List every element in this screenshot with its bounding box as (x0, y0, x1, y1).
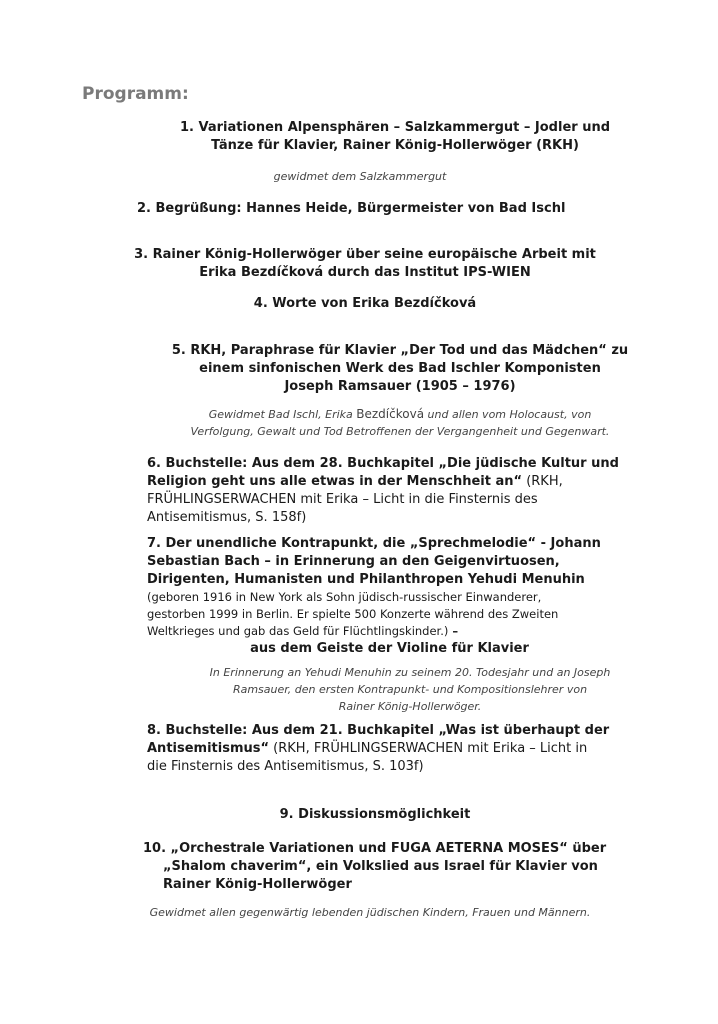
program-item-9: 9. Diskussionsmöglichkeit (279, 807, 471, 822)
item-7-line-2: Sebastian Bach – in Erinnerung an den Geigenvirtuosen, (147, 554, 560, 569)
item-8-line-2: Antisemitismus“ (RKH, FRÜHLINGSERWACHEN mit Erika – Licht in (147, 741, 588, 756)
program-item-6 (147, 455, 667, 527)
program-item-1 (130, 119, 660, 155)
item-6-line-3: FRÜHLINGSERWACHEN mit Erika – Licht in die Finsternis des (147, 492, 538, 507)
item-7-line-7: aus dem Geiste der Violine für Klavier (250, 641, 529, 656)
item-10-line-1: 10. „Orchestrale Variationen und FUGA AETERNA MOSES“ über (143, 841, 607, 856)
item-5-line-3: Joseph Ramsauer (1905 – 1976) (284, 379, 516, 394)
bezdickova-name: Bezdíčková (356, 407, 425, 421)
dedication-5 (110, 406, 690, 440)
item-10-line-3: Rainer König-Hollerwöger (163, 877, 352, 892)
dedication-5-line-1: Gewidmet Bad Ischl, Erika Bezdíčková und allen vom Holocaust, von (208, 407, 592, 421)
program-heading: Programm: (82, 84, 189, 104)
program-item-8 (147, 722, 667, 776)
item-10-line-2: „Shalom chaverim“, ein Volkslied aus Israel für Klavier von (163, 859, 598, 874)
program-item-4: 4. Worte von Erika Bezdíčková (253, 296, 477, 311)
dedication-10: Gewidmet allen gegenwärtig lebenden jüdischen Kindern, Frauen und Männern. (149, 906, 591, 919)
dedication-7-line-1: In Erinnerung an Yehudi Menuhin zu seinem 20. Todesjahr und an Joseph (209, 666, 611, 679)
dedication-7-line-2: Ramsauer, den ersten Kontrapunkt- und Kompositionslehrer von (232, 683, 588, 696)
item-7-line-3: Dirigenten, Humanisten und Philanthropen Yehudi Menuhin (147, 572, 585, 587)
item-3-line-2: Erika Bezdíčková durch das Institut IPS-WIEN (199, 265, 531, 280)
item-1-line-1: 1. Variationen Alpensphären – Salzkammergut – Jodler und (179, 120, 611, 135)
program-item-5 (140, 342, 660, 396)
item-7-line-1: 7. Der unendliche Kontrapunkt, die „Sprechmelodie“ - Johann (147, 536, 601, 551)
program-item-2: 2. Begrüßung: Hannes Heide, Bürgermeister von Bad Ischl (137, 201, 566, 216)
item-8-line-1: 8. Buchstelle: Aus dem 21. Buchkapitel „Was ist überhaupt der (147, 723, 610, 738)
program-item-7 (147, 535, 667, 658)
item-1-line-2: Tänze für Klavier, Rainer König-Hollerwöger (RKH) (211, 138, 579, 153)
item-6-line-4: Antisemitismus, S. 158f) (147, 510, 307, 525)
item-3-line-1: 3. Rainer König-Hollerwöger über seine europäische Arbeit mit (134, 247, 596, 262)
item-5-line-1: 5. RKH, Paraphrase für Klavier „Der Tod und das Mädchen“ zu (171, 343, 629, 358)
item-6-line-2: Religion geht uns alle etwas in der Menschheit an“ (RKH, (147, 474, 563, 489)
item-7-line-4: (geboren 1916 in New York als Sohn jüdisch-russischer Einwanderer, (147, 590, 542, 604)
item-5-line-2: einem sinfonischen Werk des Bad Ischler Komponisten (199, 361, 601, 376)
item-7-line-6: Weltkrieges und gab das Geld für Flüchtlingskinder.) – (147, 624, 459, 638)
dedication-7-line-3: Rainer König-Hollerwöger. (338, 700, 482, 713)
item-6-line-1: 6. Buchstelle: Aus dem 28. Buchkapitel „Die jüdische Kultur und (147, 456, 619, 471)
program-item-10 (143, 840, 663, 894)
item-7-line-5: gestorben 1999 in Berlin. Er spielte 500 Konzerte während des Zweiten (147, 607, 559, 621)
dedication-7 (150, 664, 670, 715)
dedication-1: gewidmet dem Salzkammergut (273, 170, 447, 183)
dedication-5-line-2: Verfolgung, Gewalt und Tod Betroffenen der Vergangenheit und Gegenwart. (190, 425, 610, 438)
item-8-line-3: die Finsternis des Antisemitismus, S. 103f) (147, 759, 424, 774)
program-item-3 (80, 246, 650, 282)
